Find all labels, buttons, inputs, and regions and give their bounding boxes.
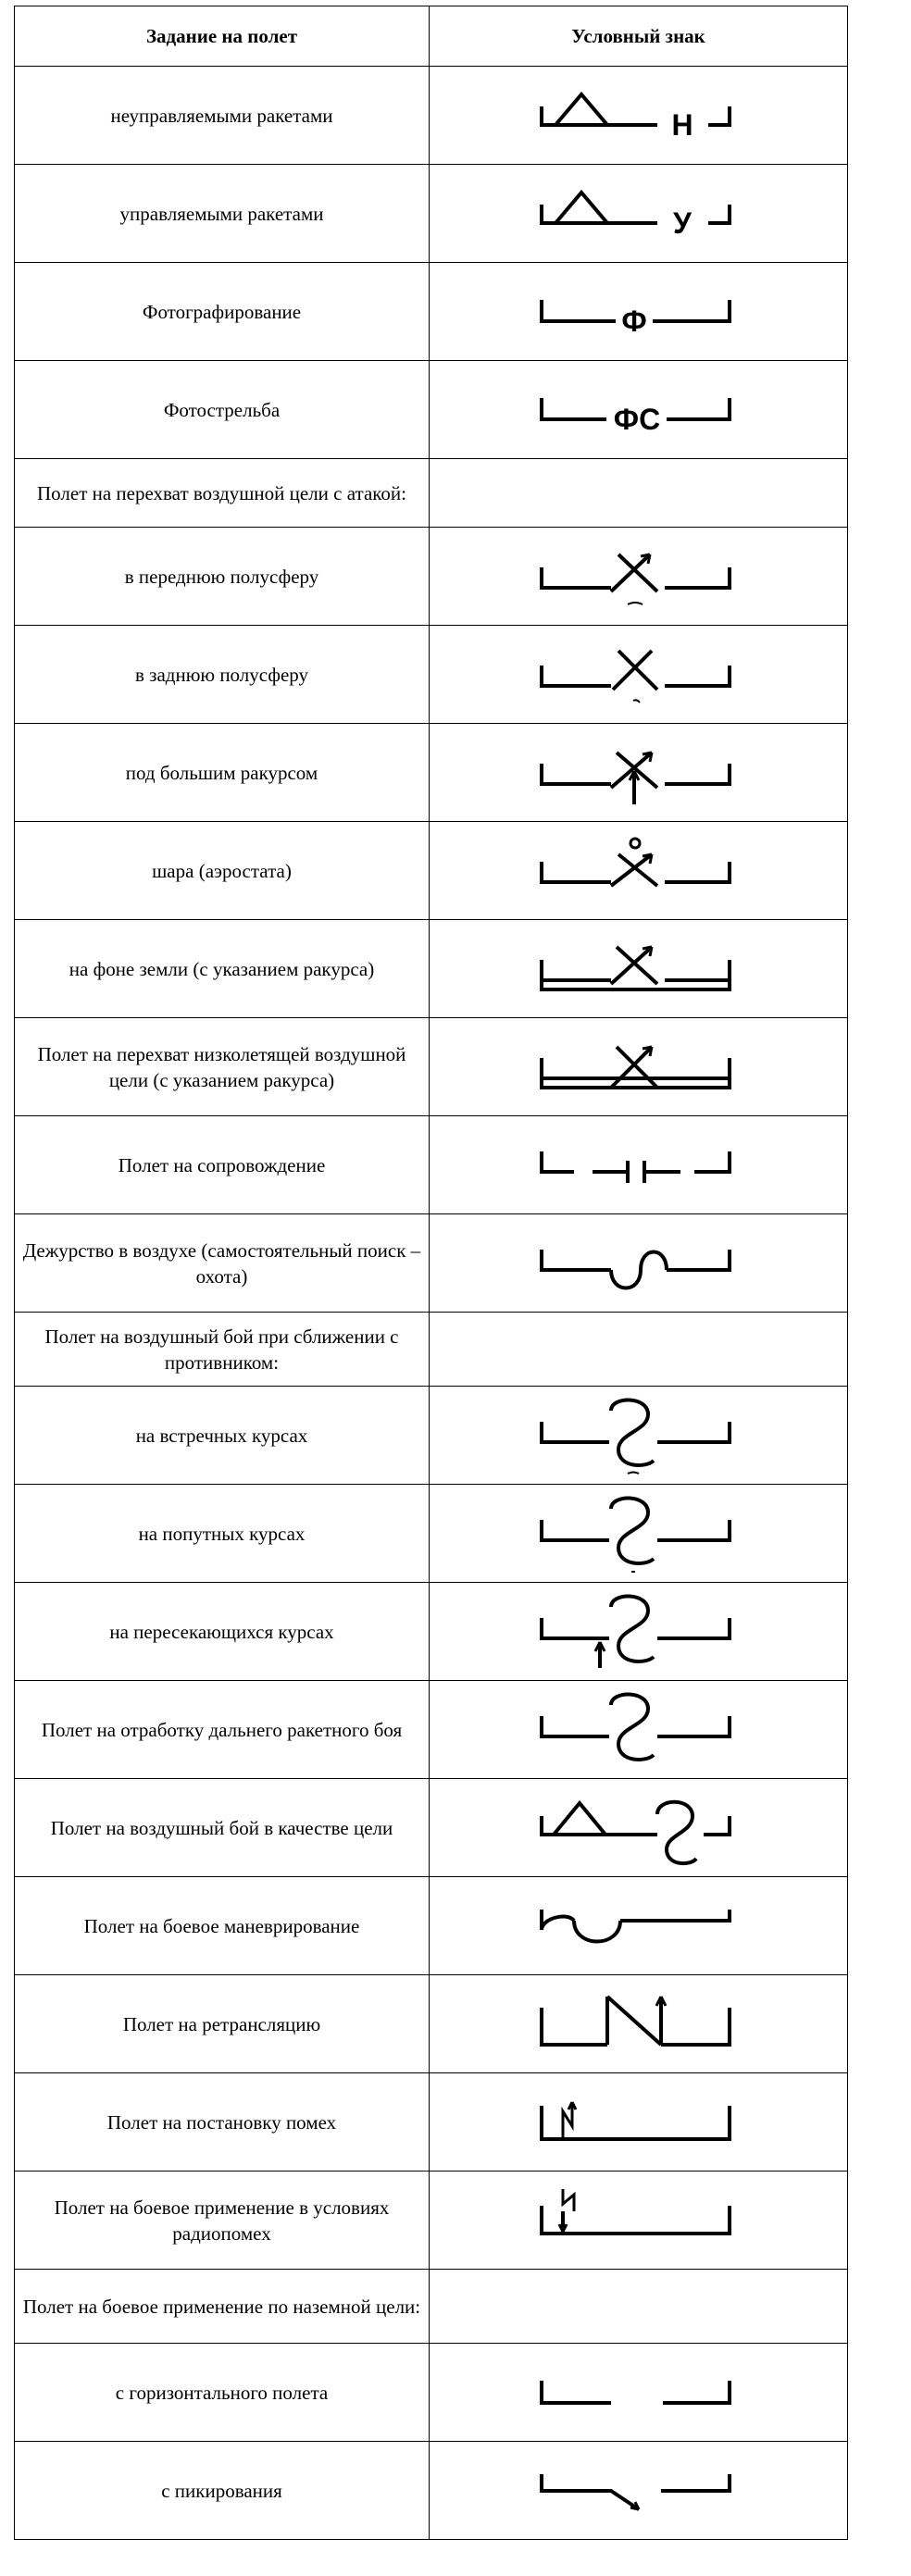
table-row <box>15 2172 848 2270</box>
low-flying-target-symbol <box>518 1030 759 1104</box>
table-row <box>15 263 848 361</box>
sign-cell <box>430 459 848 528</box>
rockets-unguided-symbol <box>518 83 759 148</box>
task-cell: шара (аэростата) <box>15 822 430 920</box>
table-row <box>15 165 848 263</box>
table-row <box>15 2270 848 2344</box>
sign-cell <box>430 2270 848 2344</box>
escort-symbol <box>518 1133 759 1198</box>
table-row <box>15 724 848 822</box>
table-row <box>15 1313 848 1387</box>
task-cell: Полет на перехват низколетящей воздушной цели (с указанием ракурса) <box>15 1018 430 1116</box>
task-cell: Полет на воздушный бой в качестве цели <box>15 1779 430 1877</box>
task-cell: управляемыми ракетами <box>15 165 430 263</box>
sign-cell <box>430 920 848 1018</box>
head-on-courses-symbol <box>518 1394 759 1477</box>
task-cell: в заднюю полусферу <box>15 626 430 724</box>
sign-text: Ф <box>620 304 647 338</box>
task-cell: Фотострельба <box>15 361 430 459</box>
task-cell: Полет на боевое применение по наземной цели: <box>15 2270 430 2344</box>
dive-symbol <box>518 2454 759 2528</box>
sign-cell <box>430 1116 848 1214</box>
table-row <box>15 920 848 1018</box>
sign-cell <box>430 1779 848 1877</box>
table-row <box>15 2344 848 2442</box>
jamming-symbol <box>518 2085 759 2159</box>
task-cell: Полет на сопровождение <box>15 1116 430 1214</box>
task-cell: Полет на боевое маневрирование <box>15 1877 430 1975</box>
horizontal-flight-symbol <box>518 2360 759 2425</box>
following-courses-symbol <box>518 1492 759 1575</box>
table-row <box>15 626 848 724</box>
table-row <box>15 1018 848 1116</box>
table-row <box>15 1877 848 1975</box>
ground-background-symbol <box>518 932 759 1006</box>
photo-symbol <box>518 280 759 344</box>
rear-hemisphere-symbol <box>518 638 759 712</box>
sign-cell <box>430 165 848 263</box>
sign-cell <box>430 528 848 626</box>
sign-cell <box>430 1681 848 1779</box>
task-cell: Полет на отработку дальнего ракетного боя <box>15 1681 430 1779</box>
task-cell: на попутных курсах <box>15 1485 430 1583</box>
task-cell: Полет на воздушный бой при сближении с противником: <box>15 1313 430 1387</box>
table-row <box>15 1116 848 1214</box>
sign-cell <box>430 1387 848 1485</box>
table-row <box>15 822 848 920</box>
air-patrol-symbol <box>518 1231 759 1296</box>
sign-cell <box>430 2073 848 2172</box>
table-row <box>15 1681 848 1779</box>
balloon-symbol <box>518 834 759 908</box>
task-cell: Полет на ретрансляцию <box>15 1975 430 2073</box>
task-cell: на фоне земли (с указанием ракурса) <box>15 920 430 1018</box>
symbols-table <box>14 6 848 2540</box>
front-hemisphere-symbol <box>518 540 759 614</box>
sign-cell <box>430 1485 848 1583</box>
table-row <box>15 361 848 459</box>
sign-cell <box>430 626 848 724</box>
sign-cell <box>430 2172 848 2270</box>
sign-text: Н <box>670 107 693 142</box>
combat-under-jamming-symbol <box>518 2184 759 2258</box>
table-row <box>15 459 848 528</box>
combat-maneuvering-symbol <box>518 1889 759 1963</box>
sign-text: У <box>672 205 692 240</box>
task-cell: под большим ракурсом <box>15 724 430 822</box>
table-row <box>15 1214 848 1313</box>
table-row <box>15 1485 848 1583</box>
task-cell: Полет на постановку помех <box>15 2073 430 2172</box>
table-row <box>15 1387 848 1485</box>
table-row <box>15 67 848 165</box>
task-cell: неуправляемыми ракетами <box>15 67 430 165</box>
task-cell: Фотографирование <box>15 263 430 361</box>
sign-cell <box>430 67 848 165</box>
table-row <box>15 1583 848 1681</box>
sign-cell <box>430 1018 848 1116</box>
task-cell: на пересекающихся курсах <box>15 1583 430 1681</box>
sign-cell <box>430 361 848 459</box>
sign-cell <box>430 2344 848 2442</box>
header-task: Задание на полет <box>15 6 430 67</box>
task-cell: в переднюю полусферу <box>15 528 430 626</box>
task-cell: с пикирования <box>15 2442 430 2540</box>
combat-as-target-symbol <box>518 1786 759 1870</box>
table-header-row <box>15 6 848 67</box>
task-cell: на встречных курсах <box>15 1387 430 1485</box>
sign-cell <box>430 1877 848 1975</box>
header-sign: Условный знак <box>430 6 848 67</box>
sign-cell <box>430 263 848 361</box>
rockets-guided-symbol <box>518 181 759 246</box>
crossing-courses-symbol <box>518 1590 759 1674</box>
long-range-missile-combat-symbol <box>518 1688 759 1772</box>
table-row <box>15 1975 848 2073</box>
task-cell: с горизонтального полета <box>15 2344 430 2442</box>
sign-text: ФС <box>613 402 660 436</box>
sign-cell <box>430 1313 848 1387</box>
sign-cell <box>430 1214 848 1313</box>
table-row <box>15 1779 848 1877</box>
table-row <box>15 528 848 626</box>
task-cell: Дежурство в воздухе (самостоятельный поиск – охота) <box>15 1214 430 1313</box>
sign-cell <box>430 1583 848 1681</box>
sign-cell <box>430 1975 848 2073</box>
sign-cell <box>430 822 848 920</box>
table-row <box>15 2073 848 2172</box>
task-cell: Полет на боевое применение в условиях радиопомех <box>15 2172 430 2270</box>
sign-cell <box>430 2442 848 2540</box>
photo-shooting-symbol <box>518 378 759 442</box>
task-cell: Полет на перехват воздушной цели с атакой: <box>15 459 430 528</box>
large-aspect-symbol <box>518 736 759 810</box>
sign-cell <box>430 724 848 822</box>
relay-symbol <box>518 1987 759 2061</box>
table-row <box>15 2442 848 2540</box>
